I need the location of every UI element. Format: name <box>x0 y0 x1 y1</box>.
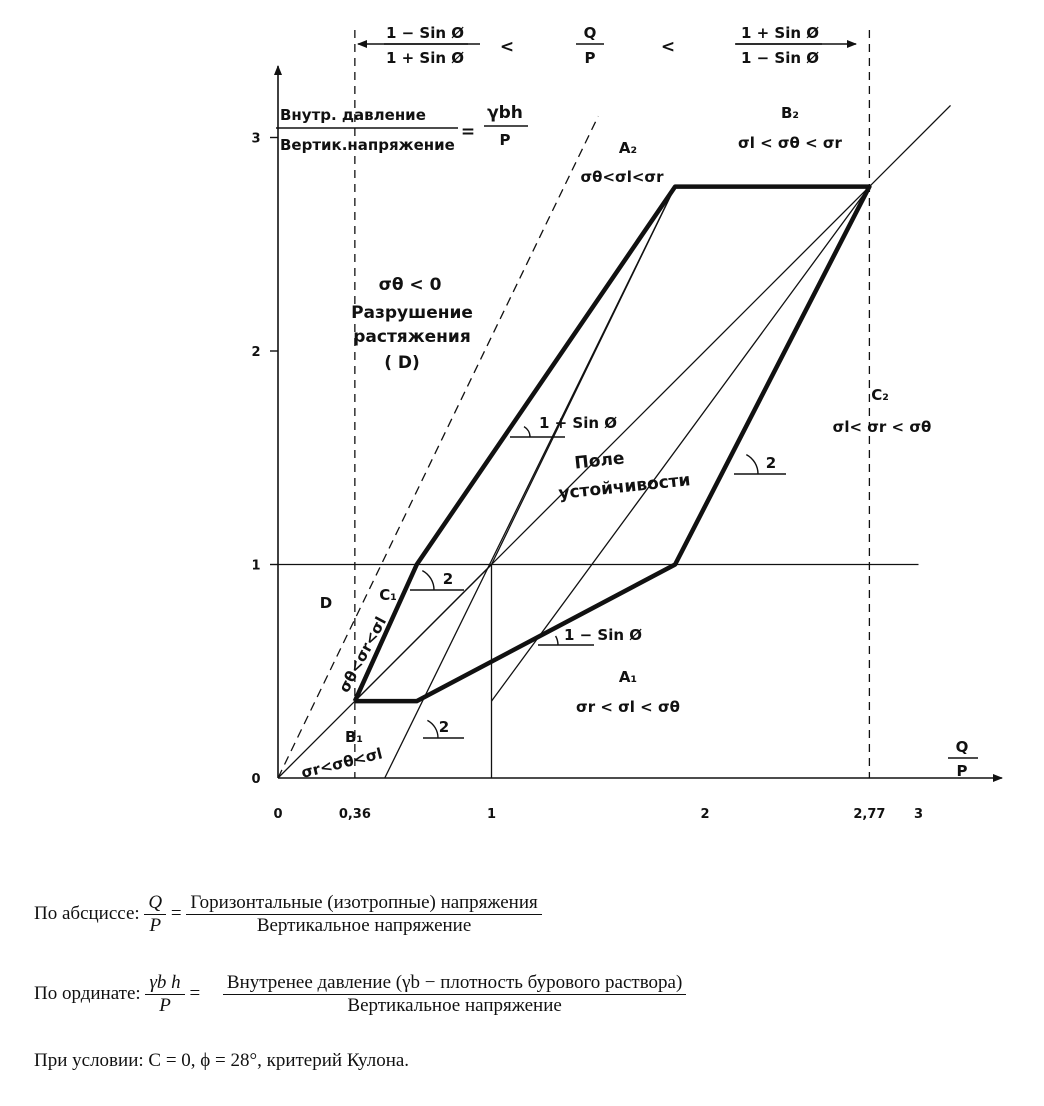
tension-line-4: ( D) <box>384 353 420 373</box>
y-label-left-top: Внутр. давление <box>280 106 426 124</box>
x-tick-4: 2,77 <box>853 807 886 822</box>
x-tick-2: 1 <box>486 807 497 822</box>
region-d-name: D <box>319 594 333 612</box>
y-tick-1: 1 <box>251 558 261 574</box>
x-tick-1: 0,36 <box>338 807 371 822</box>
band-mid-num: Q <box>583 24 597 42</box>
series-slope-1+sin <box>355 187 675 702</box>
slope-2-c2-label: 2 <box>765 454 777 472</box>
caption-abscissa-expr <box>186 892 541 937</box>
slope-2-b1-label: 2 <box>438 718 450 736</box>
y-label-right-bottom: P <box>499 131 511 149</box>
caption-ordinate <box>34 972 686 1017</box>
caption-abscissa <box>34 892 542 937</box>
region-b2-name: B₂ <box>780 104 800 122</box>
slope-2-c1-arc <box>422 571 434 590</box>
band-right-den: 1 − Sin Ø <box>740 49 820 67</box>
band-lt-1: < <box>499 37 515 57</box>
region-a2-name: A₂ <box>618 139 638 157</box>
y-tick-2: 2 <box>251 345 261 360</box>
slope-1msin-label: 1 − Sin Ø <box>563 626 643 644</box>
caption-abscissa-prefix: По абсциссе: <box>34 902 140 924</box>
caption-ordinate-eq: = <box>189 982 201 1004</box>
y-label-eq: = <box>460 122 476 142</box>
tension-line-1: σθ < 0 <box>378 275 442 295</box>
region-b2-cond: σl < σθ < σr <box>738 134 842 152</box>
region-c2-cond: σl< σr < σθ <box>832 418 932 436</box>
y-tick-3: 3 <box>251 131 261 147</box>
caption-ordinate-p: P <box>145 994 184 1017</box>
field-label-1: Поле <box>573 448 626 474</box>
caption-ordinate-gh <box>145 972 184 1017</box>
region-d-cond: σθ<σr<σl <box>335 613 391 696</box>
region-b1-cond: σr<σθ<σl <box>299 744 385 782</box>
x-label-q: Q <box>955 738 969 756</box>
caption-ordinate-prefix: По ординате: <box>34 982 141 1004</box>
series-tension-limit-dashed <box>278 116 598 778</box>
field-label-2: устойчивости <box>557 470 692 504</box>
caption-ordinate-expr-den: Вертикальное напряжение <box>223 994 686 1017</box>
y-label-right-top: γbh <box>487 103 523 123</box>
region-b1-name: B₁ <box>344 728 364 746</box>
slope-1psin-arc <box>524 427 530 437</box>
x-tick-3: 2 <box>700 807 710 822</box>
band-right-num: 1 + Sin Ø <box>740 24 820 42</box>
region-c2-name: C₂ <box>871 386 889 404</box>
caption-ordinate-gammah: γb h <box>149 972 181 993</box>
slope-2-b1-arc <box>427 720 438 738</box>
x-tick-0: 0 <box>273 807 283 822</box>
caption-abscissa-eq: = <box>170 902 182 924</box>
y-tick-0: 0 <box>251 772 261 787</box>
slope-1msin-arc <box>556 636 558 645</box>
x-label-p: P <box>956 762 968 780</box>
caption-abscissa-p: P <box>144 914 166 937</box>
y-label-left-bottom: Вертик.напряжение <box>280 136 455 154</box>
caption-abscissa-expr-num: Горизонтальные (изотропные) напряжения <box>190 892 538 913</box>
band-lt-2: < <box>660 37 676 57</box>
slope-2-c1-label: 2 <box>442 570 454 588</box>
caption-ordinate-expr <box>223 972 686 1017</box>
tension-line-3: растяжения <box>353 327 471 347</box>
tension-line-2: Разрушение <box>351 303 473 323</box>
x-tick-5: 3 <box>913 807 924 822</box>
slope-1psin-label: 1 + Sin Ø <box>538 414 618 432</box>
band-mid-den: P <box>584 49 596 67</box>
slope-2-c2-arc <box>746 455 758 474</box>
region-c1-name: C₁ <box>379 586 397 604</box>
band-left-num: 1 − Sin Ø <box>385 24 465 42</box>
region-a1-name: A₁ <box>618 668 638 686</box>
caption-abscissa-expr-den: Вертикальное напряжение <box>186 914 541 937</box>
caption-condition: При условии: C = 0, ϕ = 28°, критерий Кулона. <box>34 1050 410 1071</box>
caption-abscissa-qp <box>144 892 166 937</box>
band-left-den: 1 + Sin Ø <box>385 49 465 67</box>
caption-ordinate-expr-num: Внутренее давление (γb − плотность бурового раствора) <box>226 972 683 993</box>
caption-abscissa-q: Q <box>148 892 163 913</box>
region-a2-cond: σθ<σl<σr <box>580 168 664 186</box>
region-a1-cond: σr < σl < σθ <box>576 698 680 716</box>
